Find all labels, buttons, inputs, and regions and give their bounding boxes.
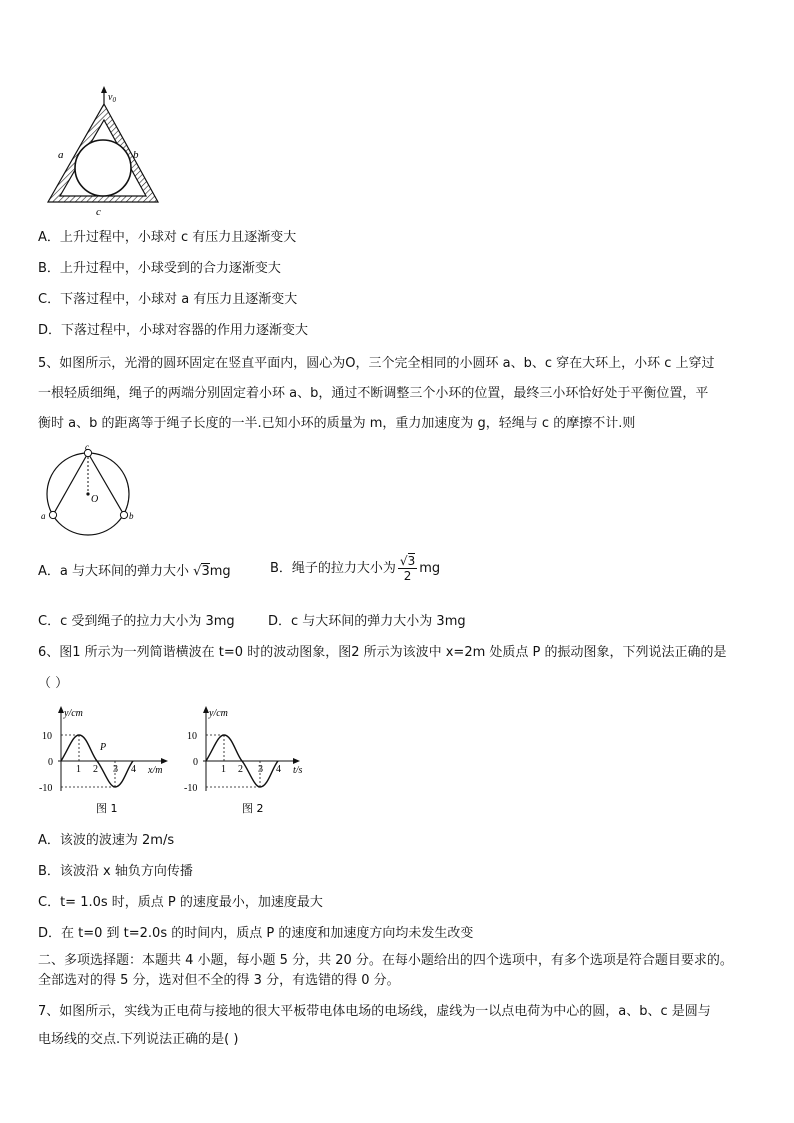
fig2-caption: 图 2 bbox=[242, 802, 264, 815]
v0-label: $v_0$ bbox=[108, 92, 116, 104]
label-a: a bbox=[41, 511, 46, 521]
section-2-scoring: 全部选对的得 5 分，选对但不全的得 3 分，有选错的得 0 分。 bbox=[38, 973, 400, 988]
q5-option-c: C．c 受到绳子的拉力大小为 3mg bbox=[38, 614, 235, 629]
label-a: a bbox=[58, 149, 64, 161]
q5-stem-line-3: 衡时 a、b 的距离等于绳子长度的一半.已知小环的质量为 m，重力加速度为 g，轻绳与 c 的摩擦不计.则 bbox=[38, 416, 636, 431]
q5-option-a-text: A．a 与大环间的弹力大小 bbox=[38, 564, 189, 579]
fig2-tick-y-10: 10 bbox=[187, 731, 197, 742]
fig1-tick-y-0: 0 bbox=[48, 757, 53, 768]
q5-option-a bbox=[38, 562, 231, 582]
section-2-heading: 二、多项选择题：本题共 4 小题，每小题 5 分，共 20 分。在每小题给出的四个选项中，有多个选项是符合题目要求的。 bbox=[38, 953, 733, 968]
q6-option-a: A．该波的波速为 2m/s bbox=[38, 833, 175, 848]
q4-option-b: B．上升过程中，小球受到的合力逐渐变大 bbox=[38, 261, 281, 276]
q6-stem-line-1: 6、图1 所示为一列简谐横波在 t=0 时的波动图象，图2 所示为该波中 x=2m 处质点 P 的振动图象，下列说法正确的是 bbox=[38, 645, 727, 660]
label-c: c bbox=[96, 206, 101, 218]
q6-figure-1-wave-graph bbox=[36, 704, 176, 820]
q4-triangle-figure bbox=[38, 86, 168, 218]
q5-option-b bbox=[270, 554, 440, 583]
fig2-tick-x-2: 2 bbox=[238, 764, 243, 775]
fig1-tick-x-2: 2 bbox=[93, 764, 98, 775]
q5-stem-line-2: 一根轻质细绳，绳子的两端分别固定着小环 a、b，通过不断调整三个小环的位置，最终三小环恰好处于平衡位置，平 bbox=[38, 386, 709, 401]
q7-stem-line-1: 7、如图所示，实线为正电荷与接地的很大平板带电体电场的电场线，虚线为一以点电荷为中心的圆，a、b、c 是圆与 bbox=[38, 1004, 711, 1019]
fig1-caption: 图 1 bbox=[96, 802, 118, 815]
fig1-tick-x-1: 1 bbox=[76, 764, 81, 775]
q5-option-d: D．c 与大环间的弹力大小为 3mg bbox=[268, 614, 466, 629]
q4-option-c: C．下落过程中，小球对 a 有压力且逐渐变大 bbox=[38, 292, 298, 307]
q5-stem-line-1: 5、如图所示，光滑的圆环固定在竖直平面内，圆心为O，三个完全相同的小圆环 a、b、c 穿在大环上，小环 c 上穿过 bbox=[38, 356, 715, 371]
fig2-tick-x-3: 3 bbox=[258, 764, 263, 775]
fraction: $\frac{√3}{2}$ bbox=[399, 554, 416, 583]
q5-option-b-den: 2 bbox=[403, 569, 412, 583]
fig1-ylabel: y/cm bbox=[64, 708, 83, 719]
q5-option-b-root: 3 bbox=[407, 554, 416, 568]
fig2-tick-x-4: 4 bbox=[276, 764, 281, 775]
q6-option-c: C．t= 1.0s 时，质点 P 的速度最小，加速度最大 bbox=[38, 895, 323, 910]
label-o: O bbox=[91, 494, 99, 505]
fig1-point-p: P bbox=[100, 742, 107, 753]
q7-stem-line-2: 电场线的交点.下列说法正确的是( ) bbox=[38, 1032, 239, 1047]
q5-option-b-text: B．绳子的拉力大小为 bbox=[270, 561, 396, 576]
q6-figure-2-vibration-graph bbox=[184, 704, 324, 820]
q5-option-b-unit: mg bbox=[419, 561, 441, 576]
label-c: c bbox=[85, 444, 89, 452]
label-b: b bbox=[129, 511, 134, 521]
fig1-tick-x-3: 3 bbox=[113, 764, 118, 775]
q5-option-a-root: 3 bbox=[201, 564, 210, 579]
fig1-tick-y-neg10: -10 bbox=[39, 783, 53, 794]
fig2-tick-y-neg10: -10 bbox=[184, 783, 198, 794]
q5-ring-figure bbox=[38, 444, 138, 540]
fig2-xlabel: t/s bbox=[293, 765, 303, 776]
fig1-tick-y-10: 10 bbox=[42, 731, 52, 742]
q4-option-d: D．下落过程中，小球对容器的作用力逐渐变大 bbox=[38, 323, 309, 338]
q5-option-a-unit: mg bbox=[209, 564, 231, 579]
q4-option-a: A．上升过程中，小球对 c 有压力且逐渐变大 bbox=[38, 230, 297, 245]
fig1-tick-x-4: 4 bbox=[131, 764, 136, 775]
fig2-tick-y-0: 0 bbox=[193, 757, 198, 768]
q6-option-b: B．该波沿 x 轴负方向传播 bbox=[38, 864, 193, 879]
fig1-xlabel: x/m bbox=[148, 765, 163, 776]
q6-option-d: D．在 t=0 到 t=2.0s 的时间内，质点 P 的速度和加速度方向均未发生改变 bbox=[38, 926, 474, 941]
sqrt-symbol: √3 bbox=[193, 564, 210, 579]
fig2-ylabel: y/cm bbox=[209, 708, 228, 719]
label-b: b bbox=[133, 149, 139, 161]
fig2-tick-x-1: 1 bbox=[221, 764, 226, 775]
q6-stem-line-2: （ ） bbox=[38, 676, 69, 691]
